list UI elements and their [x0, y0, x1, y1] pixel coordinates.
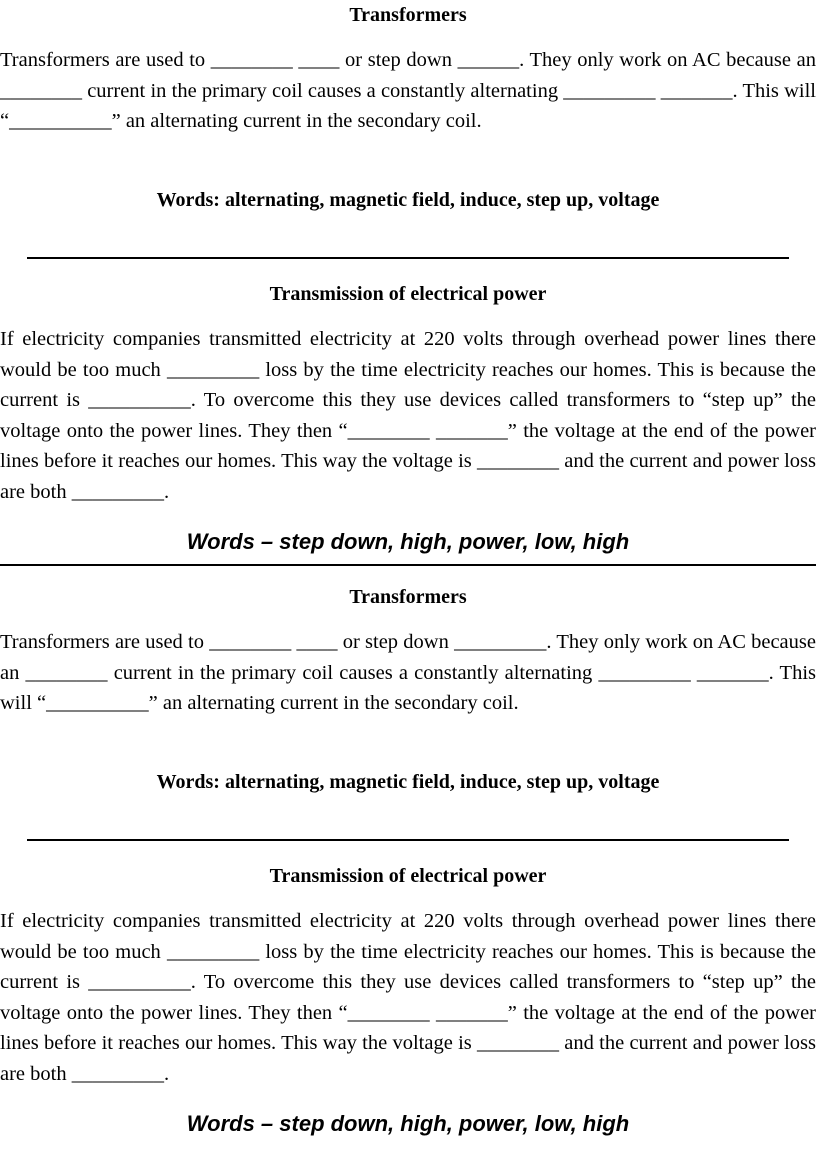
- transmission-word-bank: [0, 528, 816, 556]
- transmission-paragraph: [0, 906, 816, 1089]
- paragraph-text: Transformers are used to ________ ____ or step down ______. They only work on AC because an ________ current in the primary coil causes a constantly alternating _________ _______. This will “__________” an alternating current in the secondary coil.: [0, 49, 816, 132]
- transformers-word-bank: [0, 770, 816, 794]
- word-bank-text: Words: alternating, magnetic field, induce, step up, voltage: [156, 189, 660, 211]
- heading-text: Transformers: [349, 586, 467, 608]
- paragraph-text: If electricity companies transmitted electricity at 220 volts through overhead power lines there would be too much _________ loss by the time electricity reaches our homes. This is because the current is __________. To overcome this they use devices called transformers to “step up” the voltage onto the power lines. They then “________ _______” the voltage at the end of the power lines before it reaches our homes. This way the voltage is ________ and the current and power loss are both _________.: [0, 910, 816, 1085]
- transmission-paragraph: [0, 324, 816, 507]
- transformers-title: [0, 3, 816, 27]
- word-bank-text: Words – step down, high, power, low, high: [186, 1111, 630, 1136]
- divider-line: [27, 839, 789, 841]
- word-bank-text: Words – step down, high, power, low, high: [186, 529, 630, 554]
- paragraph-text: Transformers are used to ________ ____ or step down _________. They only work on AC because an ________ current in the primary coil causes a constantly alternating _________ _______. This will “__________” an alternating current in the secondary coil.: [0, 631, 816, 714]
- section-divider-line: [0, 564, 816, 566]
- transformers-title: [0, 585, 816, 609]
- divider-line: [27, 257, 789, 259]
- transmission-title: [0, 282, 816, 306]
- paragraph-text: If electricity companies transmitted electricity at 220 volts through overhead power lines there would be too much _________ loss by the time electricity reaches our homes. This is because the current is __________. To overcome this they use devices called transformers to “step up” the voltage onto the power lines. They then “________ _______” the voltage at the end of the power lines before it reaches our homes. This way the voltage is ________ and the current and power loss are both _________.: [0, 328, 816, 503]
- transformers-paragraph: [0, 627, 816, 719]
- transmission-word-bank: [0, 1110, 816, 1138]
- word-bank-text: Words: alternating, magnetic field, induce, step up, voltage: [156, 771, 660, 793]
- transmission-title: [0, 864, 816, 888]
- heading-text: Transformers: [349, 4, 467, 26]
- transformers-word-bank: [0, 188, 816, 212]
- heading-text: Transmission of electrical power: [269, 865, 547, 887]
- heading-text: Transmission of electrical power: [269, 283, 547, 305]
- transformers-paragraph: [0, 45, 816, 137]
